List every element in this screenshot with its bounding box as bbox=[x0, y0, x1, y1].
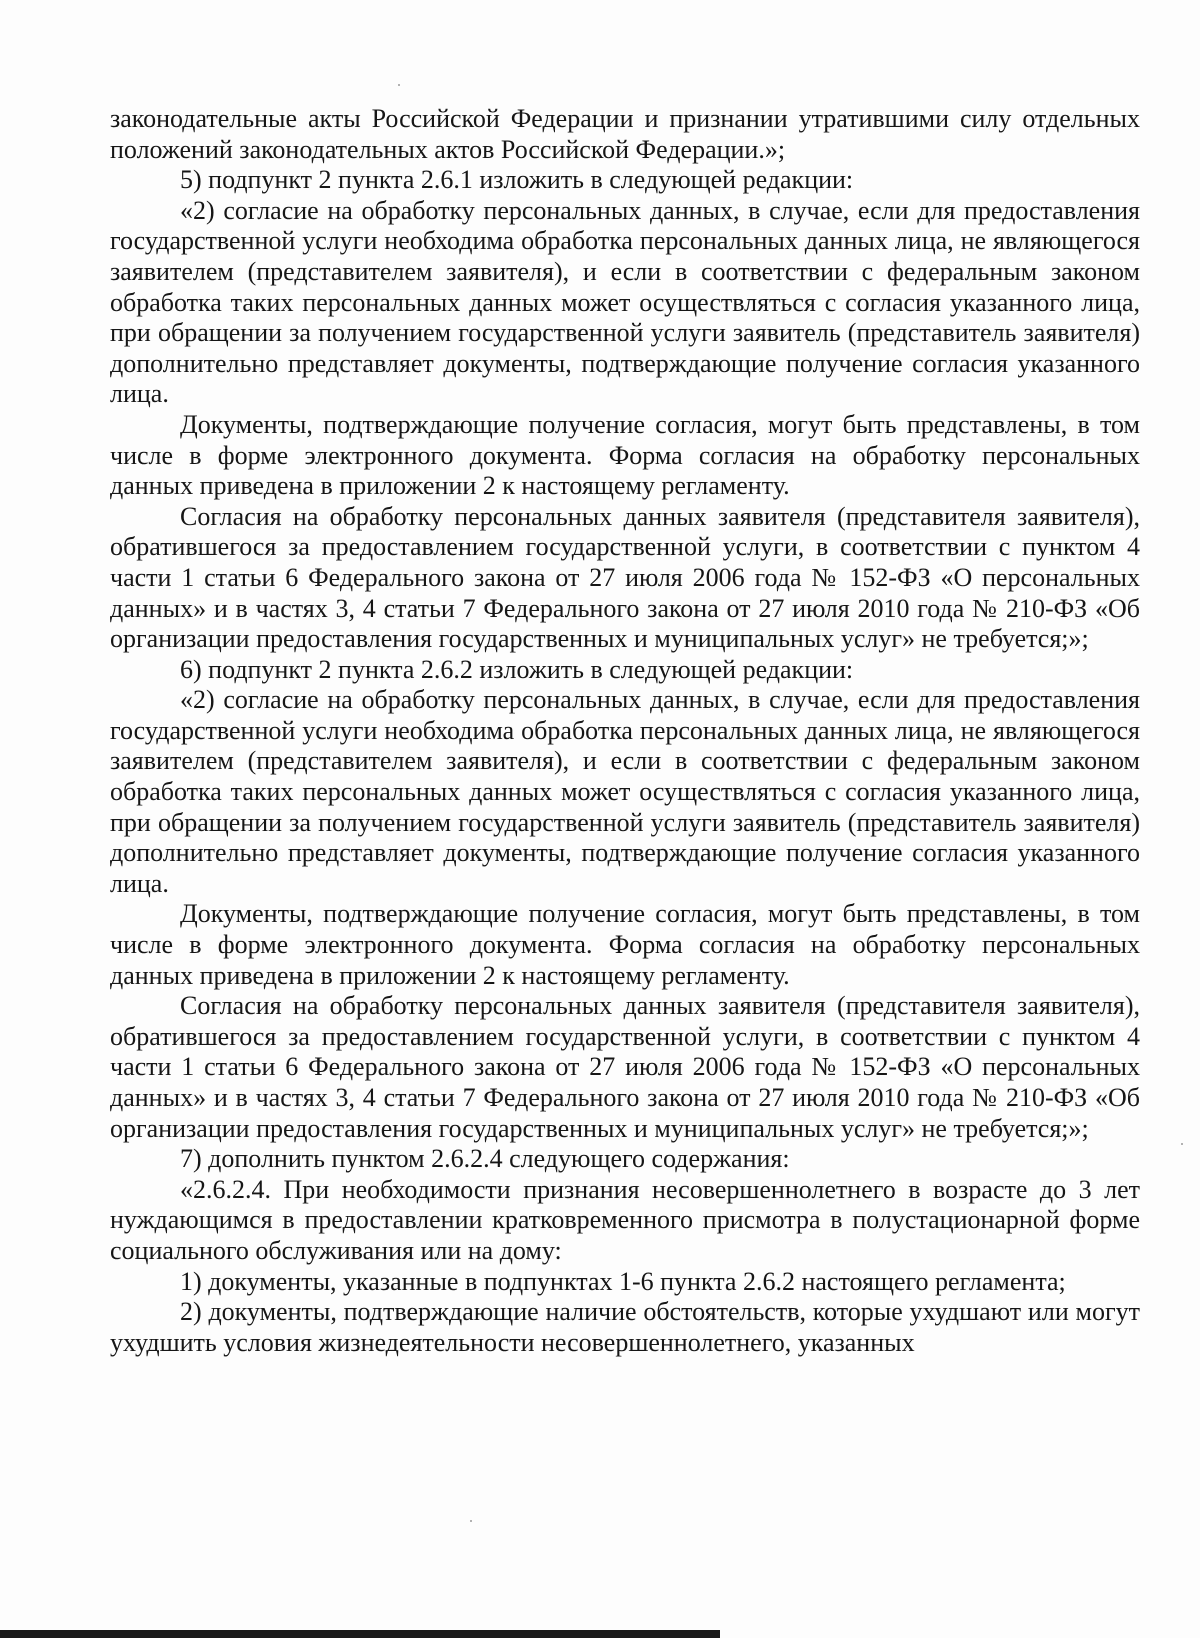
paragraph-subitem-1: 1) документы, указанные в подпунктах 1-6 пункта 2.6.2 настоящего регламента; bbox=[180, 1266, 1066, 1296]
scan-speck bbox=[1181, 1143, 1183, 1145]
paragraph-2-6-2-4: «2.6.2.4. При необходимости признания несовершеннолетнего в возрасте до 3 лет нуждающимся в предоставлении кратковременного присмотра в полустационарной форме социального обслуживания или на дому: bbox=[110, 1174, 1140, 1265]
paragraph-documents-2-6-1: Документы, подтверждающие получение согласия, могут быть представлены, в том числе в форме электронного документа. Форма согласия на обработку персональных данных приведена в приложении 2 к настоящему регламенту. bbox=[110, 409, 1140, 501]
paragraph-consent-not-required-2-6-1: Согласия на обработку персональных данных заявителя (представителя заявителя), обратившегося за предоставлением государственной услуги, в соответствии с пунктом 4 части 1 статьи 6 Федерального закона от 27 июля 2006 года № 152-ФЗ «О персональных данных» и в частях 3, 4 статьи 7 Федерального закона от 27 июля 2010 года № 210-ФЗ «Об организации предоставления государственных и муниципальных услуг» не требуется;»; bbox=[110, 501, 1140, 654]
paragraph-continuation: законодательные акты Российской Федерации и признании утратившими силу отдельных положений законодательных актов Российской Федерации.»; bbox=[110, 104, 1140, 164]
paragraph-consent-not-required-2-6-2: Согласия на обработку персональных данных заявителя (представителя заявителя), обратившегося за предоставлением государственной услуги, в соответствии с пунктом 4 части 1 статьи 6 Федерального закона от 27 июля 2006 года № 152-ФЗ «О персональных данных» и в частях 3, 4 статьи 7 Федерального закона от 27 июля 2010 года № 210-ФЗ «Об организации предоставления государственных и муниципальных услуг» не требуется;»; bbox=[110, 991, 1140, 1143]
paragraph-subitem-2: 2) документы, подтверждающие наличие обстоятельств, которые ухудшают или могут ухудшить условия жизнедеятельности несовершеннолетнего, указанных bbox=[110, 1297, 1140, 1357]
paragraph-documents-2-6-2: Документы, подтверждающие получение согласия, могут быть представлены, в том числе в форме электронного документа. Форма согласия на обработку персональных данных приведена в приложении 2 к настоящему регламенту. bbox=[110, 899, 1140, 990]
scan-bottom-edge bbox=[0, 1630, 720, 1638]
paragraph-item-5: 5) подпункт 2 пункта 2.6.1 изложить в следующей редакции: bbox=[180, 165, 854, 195]
paragraph-item-7: 7) дополнить пунктом 2.6.2.4 следующего содержания: bbox=[180, 1144, 790, 1174]
paragraph-item-6: 6) подпункт 2 пункта 2.6.2 изложить в следующей редакции: bbox=[180, 654, 854, 684]
scan-speck bbox=[470, 1520, 472, 1522]
scan-speck bbox=[398, 84, 400, 86]
paragraph-consent-2-6-1: «2) согласие на обработку персональных данных, в случае, если для предоставления государственной услуги необходима обработка персональных данных лица, не являющегося заявителем (представителем заявителя), и если в соответствии с федеральным законом обработка таких персональных данных может осуществляться с согласия указанного лица, при обращении за получением государственной услуги заявитель (представитель заявителя) дополнительно представляет документы, подтверждающие получение согласия указанного лица. bbox=[110, 195, 1140, 409]
paragraph-consent-2-6-2: «2) согласие на обработку персональных данных, в случае, если для предоставления государственной услуги необходима обработка персональных данных лица, не являющегося заявителем (представителем заявителя), и если в соответствии с федеральным законом обработка таких персональных данных может осуществляться с согласия указанного лица, при обращении за получением государственной услуги заявитель (представитель заявителя) дополнительно представляет документы, подтверждающие получение согласия указанного лица. bbox=[110, 685, 1140, 898]
document-body bbox=[110, 104, 1140, 1358]
